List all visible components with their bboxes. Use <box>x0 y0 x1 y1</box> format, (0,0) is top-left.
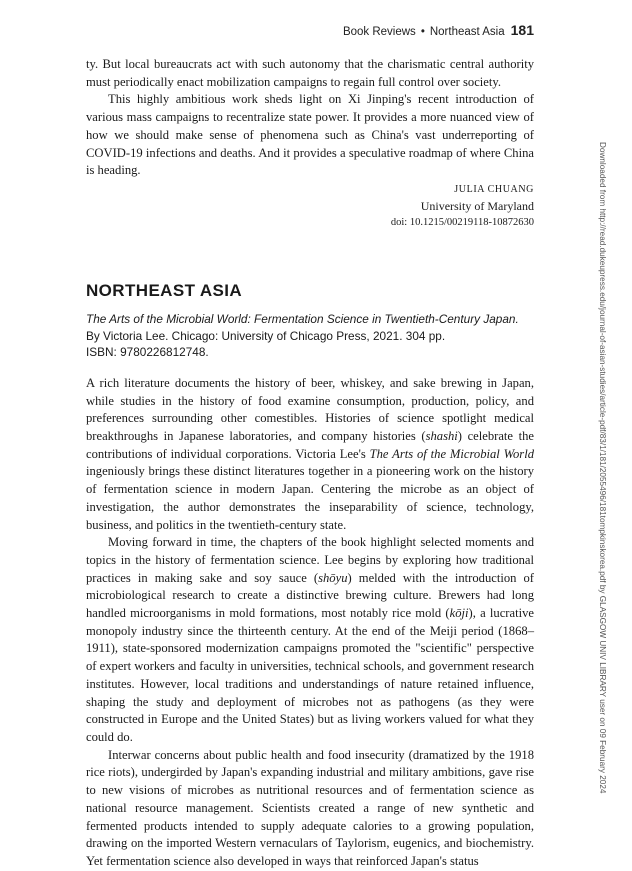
text-run: ) celebrate the contributions of individual corporations. Victoria Lee's <box>86 429 534 461</box>
text-run-italic: shōyu <box>318 570 348 585</box>
text-run: ingeniously brings these distinct literatures together in a pioneering work on the history of fermentation science in modern Japan. Centering the microbe as an object of investigation, the author demonstrates the inseparability of science, technology, business, and politics in the twentieth-century state. <box>86 464 534 532</box>
page-number: 181 <box>510 22 534 38</box>
running-head-separator: • <box>420 26 425 38</box>
text-run: ) melded with the introduction of microbiological research to create a distinctive brewing culture. Brewers had long handled microorganisms in mold formations, most notably rice mold ( <box>86 570 534 621</box>
review-paragraph: Interwar concerns about public health and food insecurity (dramatized by the 1918 rice riots), undergirded by Japan's expanding industrial and military ambitions, gave rise to new visions of microbes as nutritional resources and of fermentation science as national resource management. Scientists created a range of new synthetic and fermented products intended to supply adequate calories to a growing population, drawing on the imported Western vernaculars of Taylorism, eugenics, and biochemistry. Yet fermentation science also developed in ways that reinforced Japan's status <box>86 747 534 868</box>
running-head-section: Book Reviews <box>342 26 416 38</box>
reviewer-name: JULIA CHUANG <box>454 183 534 195</box>
book-title: The Arts of the Microbial World: Fermentation Science in Twentieth-Century Japan. <box>86 312 519 327</box>
text-run-italic: The Arts of the Microbial World <box>369 446 534 461</box>
text-run: Moving forward in time, the chapters of the book highlight selected moments and topics in the history of fermentation science. Lee begins by exploring how traditional practices in making sake and soy sauce ( <box>86 535 534 585</box>
book-isbn: ISBN: 9780226812748. <box>86 345 209 360</box>
reviewer-affiliation: University of Maryland <box>420 199 534 214</box>
review-paragraph <box>86 534 534 746</box>
section-title: NORTHEAST ASIA <box>86 281 243 301</box>
running-head-region: Northeast Asia <box>429 26 505 38</box>
previous-review-paragraph: This highly ambitious work sheds light on Xi Jinping's recent introduction of various mass campaigns to recentralize state power. It provides a more nuanced view of how we should make sense of phenomena such as China's vast underreporting of COVID-19 infections and deaths. And it provides a speculative roadmap of where China is heading. <box>86 92 534 178</box>
main-column <box>86 56 534 871</box>
book-citation <box>86 311 534 361</box>
book-publication: By Victoria Lee. Chicago: University of Chicago Press, 2021. 304 pp. <box>86 328 446 343</box>
previous-review-paragraph: ty. But local bureaucrats act with such autonomy that the charismatic central authority must periodically enact mobilization campaigns to regain full control over society. <box>86 57 534 89</box>
download-watermark: Downloaded from http://read.dukeupress.edu/journal-of-asian-studies/article-pdf/83/1/181/2055496/181tompkinskorea.pdf by GLASGOW UNIV LIBRARY user on 09 February 2024 <box>598 142 607 794</box>
running-head <box>343 22 534 38</box>
review-paragraph <box>86 375 534 534</box>
text-run: A rich literature documents the history of beer, whiskey, and sake brewing in Japan, while studies in the history of food examine consumption, production, policy, and preferences surrounding other comestibles. Histories of science spotlight medical breakthroughs in Japanese laboratories, and company histories ( <box>86 375 534 444</box>
text-run-italic: kōji <box>449 606 469 621</box>
text-run-italic: shashi <box>425 429 458 444</box>
reviewer-signature <box>86 182 534 232</box>
review-doi: doi: 10.1215/00219118-10872630 <box>390 216 534 228</box>
text-run: ), a lucrative monopoly industry since the thirteenth century. At the end of the Meiji period (1868–1911), state-sponsored modernization campaigns promoted the "scientific" perspective of expert workers and faculty in universities, technical schools, and government research institutes. However, local traditions and understandings of nature retained influence, shaping the study and deployment of microbes not as pathogens (as they were constructed in Europe and the United States) but as living workers valued for what they could do. <box>86 606 534 744</box>
